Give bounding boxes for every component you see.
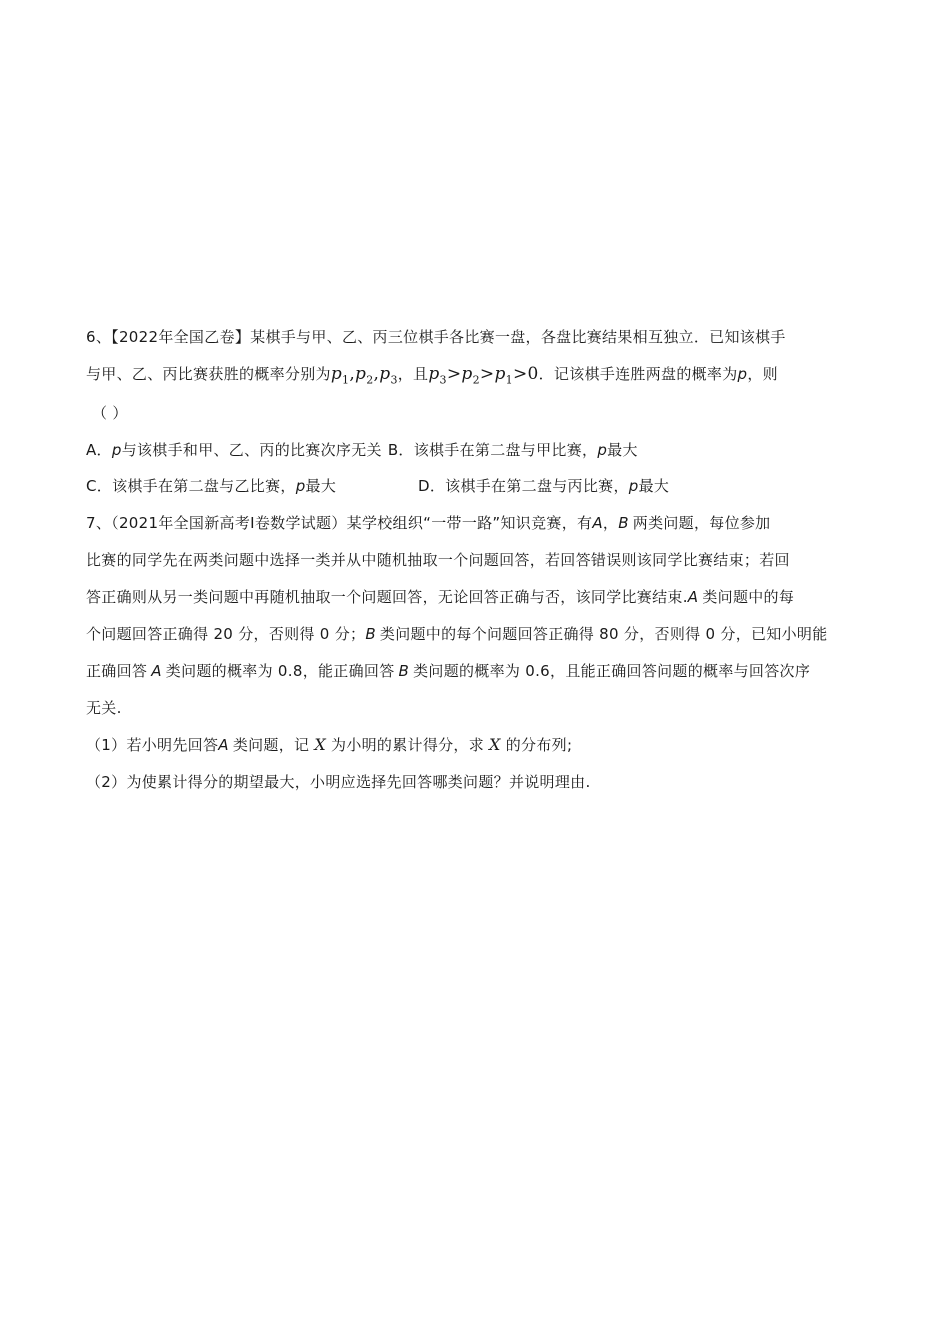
- q7-line-2: 比赛的同学先在两类问题中选择一类并从中随机抽取一个问题回答，若回答错误则该同学比赛结束；若回: [86, 551, 790, 569]
- q6-stem-part1: 某棋手与甲、乙、丙三位棋手各比赛一盘，各盘比赛结果相互独立．已知该棋手: [250, 328, 786, 346]
- q7-line-6: 无关.: [86, 699, 122, 717]
- inequality: $p_3>p_2>p_1>0$: [428, 364, 539, 387]
- q7-line-4: 个问题回答正确得 20 分，否则得 0 分；B 类问题中的每个问题回答正确得 80 分，否则得 0 分，已知小明能: [86, 625, 828, 643]
- option-a-text: 与该棋手和甲、乙、丙的比赛次序无关: [121, 441, 382, 459]
- random-variable-x: X: [314, 735, 327, 754]
- q6-number: 6、: [86, 328, 112, 346]
- q6-line-1: [86, 327, 786, 347]
- answer-paren: （ ）: [92, 404, 128, 422]
- q7-subquestion-2: （2）为使累计得分的期望最大，小明应选择先回答哪类问题？并说明理由.: [86, 773, 591, 791]
- p3-symbol: $p_3$: [379, 364, 398, 387]
- p1-symbol: $p_1$: [330, 364, 350, 387]
- q6-options-ab: A．p与该棋手和甲、乙、丙的比赛次序无关 B．该棋手在第二盘与甲比赛，p最大: [86, 441, 638, 459]
- p2-symbol: $p_2$: [355, 364, 374, 387]
- option-c: C．该棋手在第二盘与乙比赛，p最大: [86, 477, 337, 495]
- q7-line-3: 答正确则从另一类问题中再随机抽取一个问题回答，无论回答正确与否，该同学比赛结束.A 类问题中的每: [86, 588, 795, 606]
- q6-and: ，且: [397, 365, 429, 383]
- random-variable-x: X: [489, 735, 501, 754]
- q7-line-1: 7、（2021年全国新高考Ⅰ卷数学试题）某学校组织“一带一路”知识竞赛，有A，B 两类问题，每位参加: [86, 514, 771, 532]
- q6-line-2: 与甲、乙、丙比赛获胜的概率分别为$p_1,p_2,p_3$，且$p_3>p_2>p_1>0$．记该棋手连胜两盘的概率为p，则: [86, 364, 778, 387]
- q7-number: 7、: [86, 514, 112, 532]
- option-d: D．该棋手在第二盘与丙比赛，p最大: [418, 477, 670, 495]
- option-a-label: A．: [86, 441, 112, 459]
- q7-subquestion-1: （1）若小明先回答A 类问题，记 X 为小明的累计得分，求 X 的分布列;: [86, 735, 573, 754]
- option-b-text: B．该棋手在第二盘与甲比赛，: [387, 441, 598, 459]
- q6-stem-part2: 与甲、乙、丙比赛获胜的概率分别为: [86, 365, 331, 383]
- q7-line-5: 正确回答 A 类问题的概率为 0.8，能正确回答 B 类问题的概率为 0.6，且能正确回答问题的概率与回答次序: [86, 662, 811, 680]
- q6-stem-part3: ．记该棋手连胜两盘的概率为: [538, 365, 738, 383]
- q6-source: 【2022年全国乙卷】: [111, 328, 251, 346]
